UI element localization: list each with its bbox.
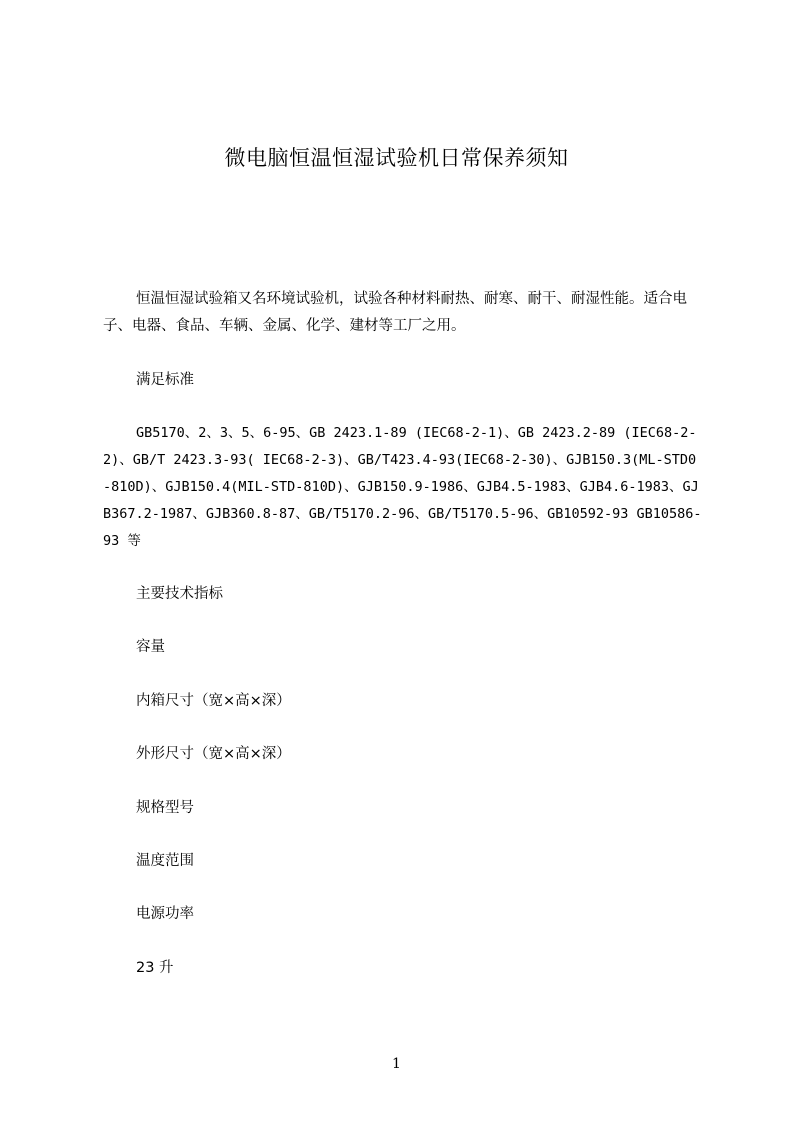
intro-paragraph: 恒温恒湿试验箱又名环境试验机，试验各种材料耐热、耐寒、耐干、耐湿性能。适合电子、电器、食品、车辆、金属、化学、建材等工厂之用。 (103, 291, 687, 334)
standards-paragraph: GB5170、2、3、5、6-95、GB 2423.1-89 (IEC68-2-1)、GB 2423.2-89 (IEC68-2-2)、GB/T 2423.3-93( IEC68-2-3)、GB/T423.4-93(IEC68-2-30)、GJB150.3(ML-STD0-810D)、GJB150.4(MIL-STD-810D)、GJB150.9-1986、GJB4.5-1983、GJB4.6-1983、GJB367.2-1987、GJB360.8-87、GB/T5170.2-96、GB/T5170.5-96、GB10592-93 GB10586-93 等 (103, 425, 702, 549)
standards-heading: 满足标准 (136, 372, 194, 388)
spec-item-temperature-range: 温度范围 (136, 853, 194, 869)
page-number: 1 (392, 1056, 401, 1072)
spec-item-capacity-value: 23 升 (136, 960, 174, 976)
spec-heading: 主要技术指标 (136, 586, 223, 602)
spec-item-inner-size: 内箱尺寸（宽×高×深） (136, 693, 291, 709)
spec-item-power: 电源功率 (136, 906, 194, 922)
spec-item-model: 规格型号 (136, 800, 194, 816)
document-title: 微电脑恒温恒湿试验机日常保养须知 (224, 146, 569, 170)
spec-item-outer-size: 外形尺寸（宽×高×深） (136, 746, 291, 762)
spec-item-capacity: 容量 (136, 639, 165, 655)
